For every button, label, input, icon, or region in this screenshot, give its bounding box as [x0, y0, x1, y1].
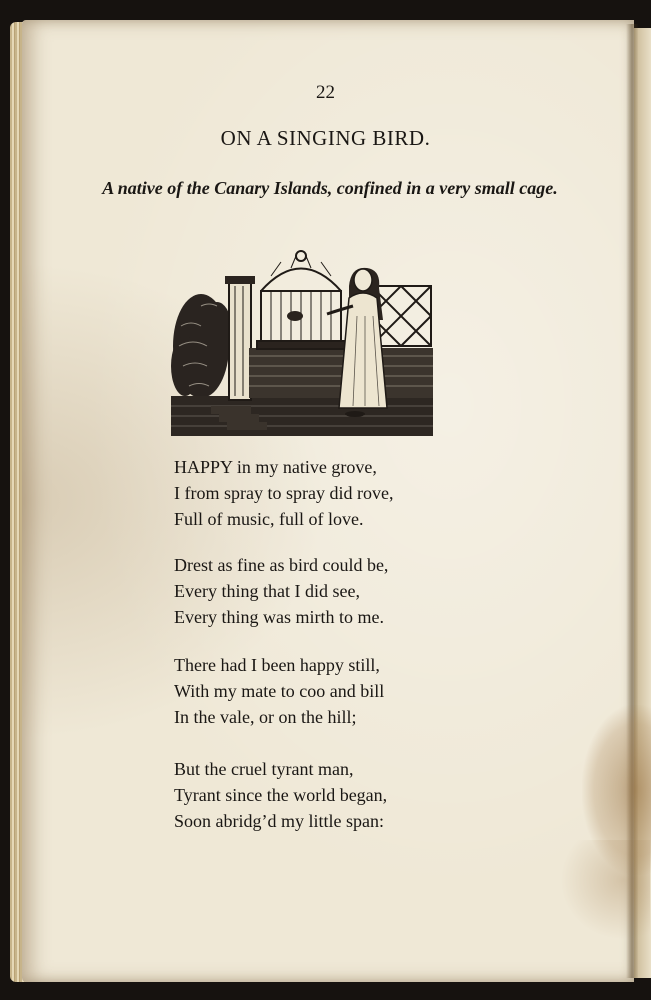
page-number: 22 [316, 82, 335, 103]
poem-line: In the vale, or on the hill; [174, 707, 357, 727]
poem-line: Every thing that I did see, [174, 581, 360, 601]
poem-line: Soon abridg’d my little span: [174, 811, 384, 831]
poem-line: Full of music, full of love. [174, 509, 364, 529]
poem-line: Drest as fine as bird could be, [174, 555, 389, 575]
poem-line: Tyrant since the world began, [174, 785, 388, 805]
girl-with-birdcage-icon [171, 246, 433, 436]
poem-line: HAPPY in my native grove, [174, 457, 377, 477]
poem-line: But the cruel tyrant man, [174, 759, 354, 779]
poem-line: With my mate to coo and bill [174, 681, 385, 701]
poem-line: Every thing was mirth to me. [174, 607, 384, 627]
stanza-3 [174, 652, 384, 730]
stanza-4 [174, 756, 387, 834]
poem-title: ON A SINGING BIRD. [220, 126, 431, 150]
poem-subtitle: A native of the Canary Islands, confined in a very small cage. [102, 178, 558, 198]
poem-line: There had I been happy still, [174, 655, 380, 675]
stanza-1 [174, 454, 393, 532]
poem-line: I from spray to spray did rove, [174, 483, 394, 503]
water-stain-small [560, 840, 650, 940]
stanza-2 [174, 552, 388, 630]
